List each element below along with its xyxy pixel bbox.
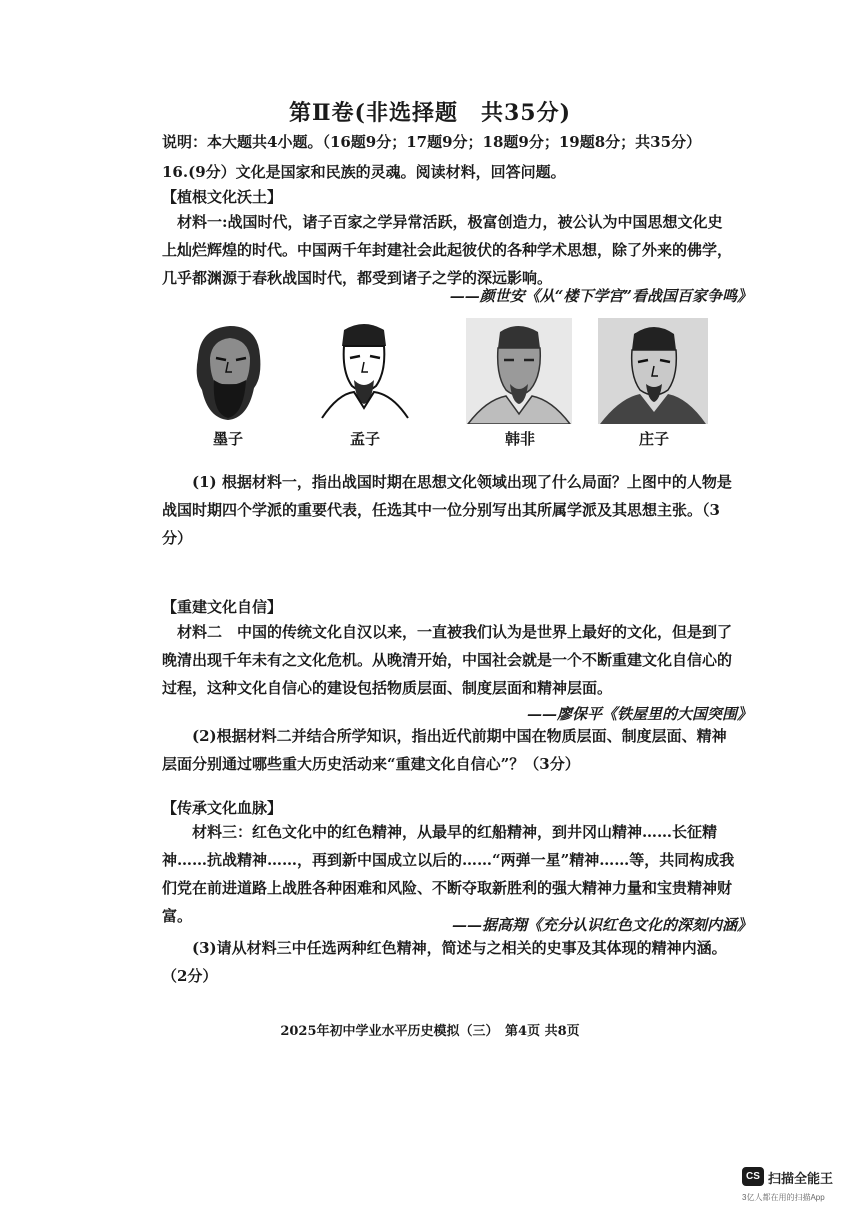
question-16-2 <box>162 722 727 778</box>
material-2 <box>162 618 732 702</box>
portrait-label-mozi: 墨子 <box>212 430 243 448</box>
zhuangzi-portrait-icon <box>598 318 708 424</box>
instructions-text: 说明：本大题共4小题。（16题9分；17题9分；18题9分；19题8分；共35分） <box>162 133 702 151</box>
mozi-portrait-icon <box>188 318 268 422</box>
question-16-stem: 16.(9分）文化是国家和民族的灵魂。阅读材料，回答问题。 <box>162 163 566 181</box>
camscanner-logo-icon: CS <box>742 1167 764 1186</box>
page-title: 第Ⅱ卷(非选择题 共35分) <box>289 100 571 126</box>
material-3-line: 神……抗战精神……，再到新中国成立以后的……“两弹一星”精神……等，共同构成我 <box>162 851 735 869</box>
question-line: (1) 根据材料一，指出战国时期在思想文化领域出现了什么局面？上图中的人物是 <box>162 473 732 491</box>
page-footer: 2025年初中学业水平历史模拟（三） 第4页 共8页 <box>280 1024 580 1039</box>
watermark-tagline: 3亿人都在用的扫描App <box>742 1193 825 1202</box>
material-1-source: ——颜世安《从“楼下学宫”看战国百家争鸣》 <box>449 287 752 305</box>
section-heading-1: 【植根文化沃土】 <box>162 188 283 206</box>
mengzi-portrait-icon <box>318 318 412 422</box>
material-2-line: 过程，这种文化自信心的建设包括物质层面、制度层面和精神层面。 <box>162 679 613 697</box>
material-2-source: ——廖保平《铁屋里的大国突围》 <box>526 705 752 723</box>
material-1-line: 上灿烂辉煌的时代。中国两千年封建社会此起彼伏的各种学术思想，除了外来的佛学， <box>162 241 733 259</box>
portrait-label-zhuangzi: 庄子 <box>638 430 669 448</box>
watermark-name: 扫描全能王 <box>768 1171 834 1186</box>
section-heading-2: 【重建文化自信】 <box>162 598 283 616</box>
material-3-source: ——据高翔《充分认识红色文化的深刻内涵》 <box>451 916 752 934</box>
question-line: 战国时期四个学派的重要代表，任选其中一位分别写出其所属学派及其思想主张。（3 <box>162 501 720 519</box>
material-3-line: 富。 <box>162 907 193 925</box>
question-line: 分） <box>162 529 193 547</box>
material-1-line: 材料一:战国时代，诸子百家之学异常活跃，极富创造力，被公认为中国思想文化史 <box>162 213 723 231</box>
question-line: 层面分别通过哪些重大历史活动来“重建文化自信心”？（3分） <box>162 755 580 773</box>
hanfei-portrait-icon <box>466 318 572 424</box>
question-line: （2分） <box>162 967 218 985</box>
material-3-line: 材料三：红色文化中的红色精神，从最早的红船精神，到井冈山精神……长征精 <box>162 823 718 841</box>
section-heading-3: 【传承文化血脉】 <box>162 799 283 817</box>
material-1-line: 几乎都渊源于春秋战国时代，都受到诸子之学的深远影响。 <box>162 269 553 287</box>
question-line: (2)根据材料二并结合所学知识，指出近代前期中国在物质层面、制度层面、精神 <box>162 727 727 745</box>
material-3-line: 们党在前进道路上战胜各种困难和风险、不断夺取新胜利的强大精神力量和宝贵精神财 <box>162 879 733 897</box>
question-16-1 <box>162 468 732 552</box>
portrait-label-mengzi: 孟子 <box>349 430 380 448</box>
material-2-line: 晚清出现千年未有之文化危机。从晚清开始，中国社会就是一个不断重建文化自信心的 <box>162 651 733 669</box>
material-1 <box>162 208 732 292</box>
portrait-label-hanfei: 韩非 <box>504 430 535 448</box>
question-16-3 <box>162 934 727 990</box>
material-2-line: 材料二 中国的传统文化自汉以来，一直被我们认为是世界上最好的文化，但是到了 <box>162 623 733 641</box>
question-line: (3)请从材料三中任选两种红色精神，简述与之相关的史事及其体现的精神内涵。 <box>162 939 727 957</box>
